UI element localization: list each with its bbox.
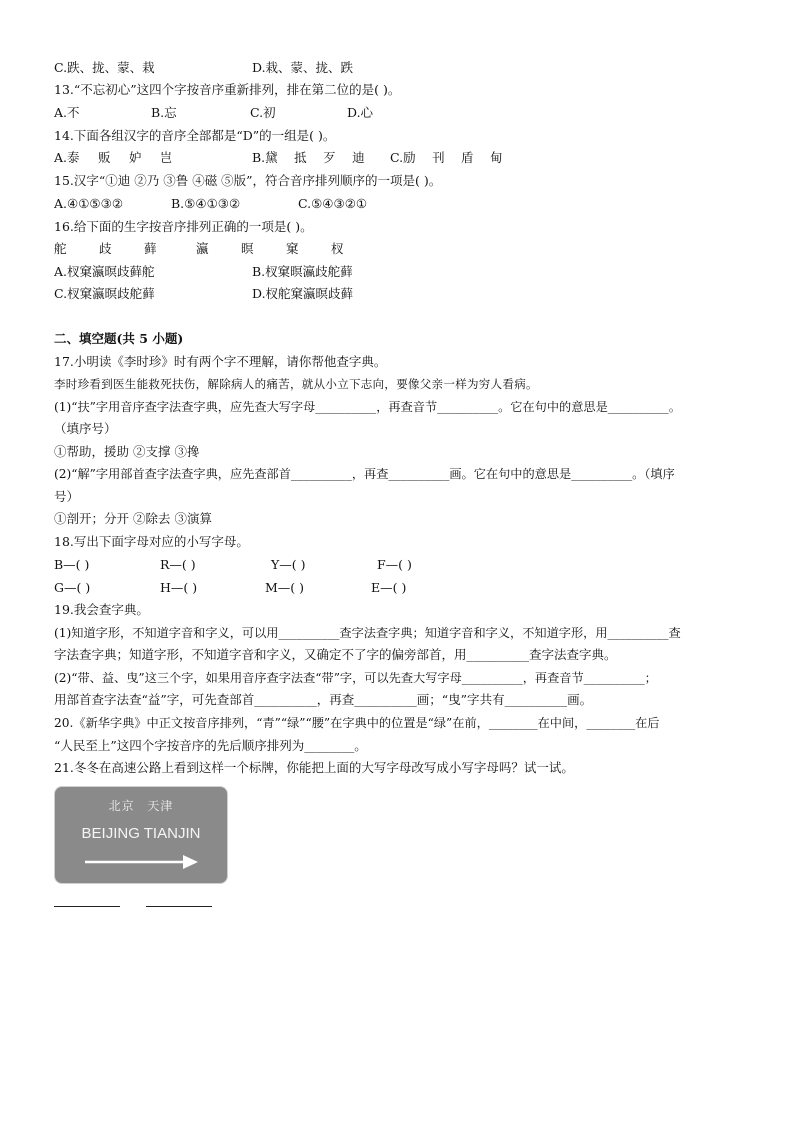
q18-item: R—( ) — [160, 557, 196, 572]
q19-part1: (1)知道字形，不知道字音和字义，可以用__________查字法查字典；知道字音和字义，不知道字形，用__________查 — [54, 626, 681, 640]
answer-blank[interactable] — [54, 906, 120, 907]
q14-option-a: A.泰 贩 妒 岂 — [54, 150, 173, 165]
q21-question: 21.冬冬在高速公路上看到这样一个标牌，你能把上面的大写字母改写成小写字母吗？试一试。 — [54, 760, 574, 775]
q13-option-d: D.心 — [347, 105, 374, 120]
q16-char: 藓 — [144, 241, 157, 256]
q17-part2-note: 号） — [54, 489, 80, 504]
q15-question: 15.汉字“①迪 ②乃 ③鲁 ④磁 ⑤版”，符合音序排列顺序的一项是( )。 — [54, 173, 442, 188]
q14-question: 14.下面各组汉字的音序全部都是“D”的一组是( )。 — [54, 128, 336, 143]
q16-char: 窠 — [286, 241, 299, 256]
q18-item: E—( ) — [371, 580, 407, 595]
answer-blank[interactable] — [146, 906, 212, 907]
q20-question: 20.《新华字典》中正文按音序排列，“青”“绿”“腰”在字典中的位置是“绿”在前，________在中间，________在后 — [54, 716, 660, 730]
q16-char: 歧 — [99, 241, 112, 256]
q14-option-b: B.黛 抵 歹 迪 — [252, 150, 365, 165]
q17-part2-choices: ①剖开；分开 ②除去 ③演算 — [54, 511, 212, 526]
q17-question: 17.小明读《李时珍》时有两个字不理解，请你帮他查字典。 — [54, 354, 387, 369]
highway-sign — [55, 787, 227, 883]
q19-part1-cont: 字法查字典；知道字形，不知道字音和字义，又确定不了字的偏旁部首，用__________查字法查字典。 — [54, 647, 617, 662]
q17-part1: (1)“扶”字用音序查字法查字典，应先查大写字母__________，再查音节__________。它在句中的意思是__________。 — [54, 400, 681, 414]
q18-item: H—( ) — [160, 580, 198, 595]
q15-option-b: B.⑤④①③② — [171, 196, 241, 211]
q18-item: Y—( ) — [271, 557, 306, 572]
section-title: 二、填空题(共 5 小题) — [54, 331, 184, 346]
q16-option-d: D.杈舵窠瀛暝歧藓 — [252, 286, 354, 301]
q16-characters — [54, 241, 376, 257]
q16-option-b: B.杈窠暝瀛歧舵藓 — [252, 264, 353, 279]
q18-item: B—( ) — [54, 557, 90, 572]
q19-part2: (2)“带、益、曳”这三个字，如果用音序查字法查“带”字，可以先查大写字母__________，再查音节__________； — [54, 671, 657, 685]
q12-option-d: D.栽、蒙、拢、跌 — [252, 60, 354, 75]
sign-english-text: BEIJING TIANJIN — [81, 825, 201, 842]
q16-char: 杈 — [331, 241, 344, 256]
q13-option-a: A.不 — [54, 105, 80, 120]
q17-part1-note: （填序号） — [54, 421, 117, 436]
q18-question: 18.写出下面字母对应的小写字母。 — [54, 534, 249, 549]
q13-question: 13.“不忘初心”这四个字按音序重新排列，排在第二位的是( )。 — [54, 82, 401, 97]
q16-option-a: A.杈窠瀛暝歧藓舵 — [54, 264, 155, 279]
right-arrow-icon — [85, 853, 200, 871]
q17-part1-choices: ①帮助，援助 ②支撑 ③搀 — [54, 444, 200, 459]
q12-option-c: C.跌、拢、蒙、栽 — [54, 60, 155, 75]
q16-char: 暝 — [241, 241, 254, 256]
sign-chinese-text: 北京 天津 — [108, 799, 174, 813]
q20-question-cont: “人民至上”这四个字按音序的先后顺序排列为________。 — [54, 738, 367, 753]
q17-quote: 李时珍看到医生能救死扶伤，解除病人的痛苦，就从小立下志向，要像父亲一样为穷人看病。 — [54, 377, 538, 391]
q14-option-c: C.励 刊 盾 甸 — [390, 150, 503, 165]
q15-option-a: A.④①⑤③② — [54, 196, 124, 211]
q19-question: 19.我会查字典。 — [54, 602, 149, 617]
q13-option-b: B.忘 — [151, 105, 177, 120]
q18-item: F—( ) — [377, 557, 412, 572]
q16-char: 瀛 — [196, 241, 209, 256]
q16-char: 舵 — [54, 241, 67, 256]
q13-option-c: C.初 — [250, 105, 276, 120]
q15-option-c: C.⑤④③②① — [298, 196, 368, 211]
q17-part2: (2)“解”字用部首查字法查字典，应先查部首__________，再查__________画。它在句中的意思是__________。（填序 — [54, 467, 675, 481]
q16-option-c: C.杈窠瀛暝歧舵藓 — [54, 286, 155, 301]
q19-part2-cont: 用部首查字法查“益”字，可先查部首__________，再查__________画；“曳”字共有__________画。 — [54, 692, 593, 707]
q18-item: M—( ) — [265, 580, 305, 595]
q16-question: 16.给下面的生字按音序排列正确的一项是( )。 — [54, 219, 313, 234]
q18-item: G—( ) — [54, 580, 91, 595]
